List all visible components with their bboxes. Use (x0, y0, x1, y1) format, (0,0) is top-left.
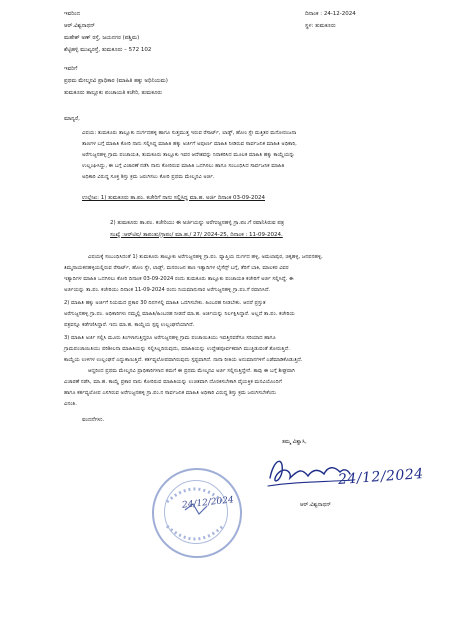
body-line: 3) ಮಾಹಿತಿ ಅರ್ಜಿ ಸಲ್ಲಿಸಿ ಮೂರು ತಿಂಗಳಾಗುತ್ತಿದ್ದರೂ ಅರೆಗುಜ್ಜನಹಳ್ಳಿ ಗ್ರಾಮ ಪಂಚಾಯಿತಿಯು ಇವತ್ತಿನವರೆಗೂ ಸರಿಯಾದ ಹಾಗೂ (64, 335, 276, 341)
body-line: ಅರೆಗುಜ್ಜನಹಳ್ಳಿ ಗ್ರಾ.ಪಂ. ಅಧಿಕಾರಿಗಳು ನಮ್ಮಲ್ಲಿ ಮಾಹಿತಿ/ಹಿಂಬರಹ ನೀಡದೆ ಮಾ.ಹ. ಅರ್ಜಿಯನ್ನು ನಿರ್ಲಕ್ಷಿಸಿದ್ದಾರೆ. ಅಲ್ಲದೆ ತಾ.ಪಂ. ಕಚೇರಿಯ (64, 311, 295, 317)
reference-1: ಉಲ್ಲೇಖ: 1) ತುಮಕೂರು ತಾ.ಪಂ. ಕಚೇರಿಗೆ ನಾನು ಸಲ್ಲಿಸಿದ್ದ ಮಾ.ಹ. ಅರ್ಜಿ ದಿನಾಂಕ 03-09-2024 (82, 195, 266, 201)
body-line: ಕಾಯ್ದೆಯ ಉಳಿಗಳ ಉಲ್ಲಂಘನೆ ಎದ್ದುಕಾಣುತ್ತಿದೆ. ಕರ್ತವ್ಯಲೋಪವಾಗಿರುವುದು ಸ್ಪಷ್ಟವಾಗಿದೆ. ನಾನಾ ರೀತಿಯ ಅನುಮಾನಗಳಿಗೆ ಎಡೆಮಾಡಿಕೊಡುತ್ತಿದೆ. (64, 357, 303, 363)
recipient-line-1: ಪ್ರಥಮ ಮೇಲ್ಮನವಿ ಪ್ರಾಧಿಕಾರ (ಮಾಹಿತಿ ಹಕ್ಕು ಅಧಿನಿಯಮ) (64, 78, 168, 84)
recipient-line-2: ತುಮಕೂರು ತಾಲ್ಲೂಕು ಪಂಚಾಯತಿ ಕಚೇರಿ, ತುಮಕೂರು (64, 90, 163, 96)
subject-line: ತಾಣಗಳ ಬಗ್ಗೆ ಮಾಹಿತಿ ಕೋರಿ ನಾನು ಸಲ್ಲಿಸಿದ್ದ ಮಾಹಿತಿ ಹಕ್ಕು ಅರ್ಜಿಗೆ ಅಪೂರ್ಣ ಮಾಹಿತಿ ನೀಡಿರುವ ಸಾರ್ವಜನಿಕ ಮಾಹಿತಿ ಅಧಿಕಾರಿ, (82, 141, 297, 147)
body-line: ವಿನಂತಿ. (64, 401, 77, 407)
body-line: ತಿಮ್ಮನಾಯಕನಹಳ್ಳಿಯಲ್ಲಿರುವ ರೆಸಾರ್ಟ್, ಹೋಂ ಸ್ಟೇ, ಲಾಡ್ಜ್, ಮನರಂಜನ ತಾಣ ಇತ್ಯಾದಿಗಳ ಲೈಸೆನ್ಸ್ ಬಗ್ಗೆ, ತೆರಿಗೆ ಬಾಕಿ, ಮಾಲಕರ ವಿವರ (64, 265, 289, 271)
subject-line: ಅರೆಗುಜ್ಜನಹಳ್ಳಿ ಗ್ರಾಮ ಪಂಚಾಯತಿ, ತುಮಕೂರು ತಾಲ್ಲೂಕು ಇವರ ಆದೇಶವನ್ನು ನಿರಾಕರಿಸಿದ ಮೂಲಕ ಮಾಹಿತಿ ಹಕ್ಕು ಕಾಯ್ದೆಯನ್ನು (82, 152, 295, 158)
body-block (64, 252, 424, 410)
body-line: ಗ್ರಾಮಪಂಚಾಯಿತಿಯು ಪರಿಶೀಲನಾ ಮಾಹಿತಿಯನ್ನು ಸಲ್ಲಿಸಿಲ್ಲದಿರುವುದು, ಮಾಹಿತಿಯನ್ನು ಉದ್ದೇಶಪೂರ್ವಕವಾಗಿ ಮುಚ್ಚಿಡುವಂತೆ ತೋರುತ್ತಿದೆ. (64, 346, 290, 352)
sender-address-1: ಮಹೇಶ್ ಅಣ್ ರಸ್ತೆ, ಜಯನಗರ (ಪಶ್ಚಿಮ) (64, 35, 140, 41)
subject-block (82, 128, 422, 183)
signatory-name: ಆರ್.ವಿಶ್ವನಾಥನ್ (300, 502, 332, 508)
body-line: 2) ಮಾಹಿತಿ ಹಕ್ಕು ಅರ್ಜಿಗೆ ನಿಯಮದ ಪ್ರಕಾರ 30 ದಿನಗಳಲ್ಲಿ ಮಾಹಿತಿ ಒದಗಿಸಬೇಕು. ಹಿಂಬರಹ ನೀಡಬೇಕು. ಆದರೆ ಪ್ರಸ್ತುತ (64, 300, 266, 306)
sender-name: ಆರ್.ವಿಶ್ವನಾಥನ್ (64, 23, 96, 29)
sender-label: ಇವರಿಂದ (64, 11, 80, 17)
body-line: ವಿಚಾರಣೆ ನಡೆಸಿ, ಮಾ.ಹ. ಕಾಯ್ದೆ ಪ್ರಕಾರ ನಾನು ಕೋರಿರುವ ಮಾಹಿತಿಯನ್ನು ಉಚಿತವಾಗಿ ದೊರಕಿಸಬೇಕಾಗಿ ವೈಯಕ್ತಿಕ ಮನವಿಯೊಂದಿಗೆ (64, 379, 282, 385)
reference-2-number: ಸಂಖ್ಯೆ :ಆರ್‌ಟಿಐ/ ತಾಪಂತು/ಗ್ರಾಪಂ/ ಮಾ.ಹ./ 27/ 2024-25, ದಿನಾಂಕ : 11-09-2024. (110, 232, 283, 238)
salutation: ಮಾನ್ಯರೆ, (64, 116, 80, 122)
sender-address-2: ಶೆಟ್ಟಿಹಳ್ಳಿ ಮುಖ್ಯರಸ್ತೆ, ತುಮಕೂರು – 572 102 (64, 47, 152, 53)
subject-line: ವಿಷಯ: ತುಮಕೂರು ತಾಲ್ಲೂಕು ದುರ್ಗದಹಳ್ಳಿ ಹಾಗೂ ಸುತ್ತಮುತ್ತ ಇರುವ ರೆಸಾರ್ಟ್, ಲಾಡ್ಜ್, ಹೋಂ ಸ್ಟೇ ಮತ್ತಿತರ ಮನೋರಂಜನಾ (82, 130, 297, 136)
yours-faithfully: ತಮ್ಮ ವಿಶ್ವಾಸಿ, (282, 439, 307, 445)
subject-line: ಉಲ್ಲಂಘಿಸಿದ್ದು, ಈ ಬಗ್ಗೆ ವಿಚಾರಣೆ ನಡೆಸಿ ನಾನು ಕೋರಿರುವ ಮಾಹಿತಿ ಒದಗಿಸಲು ಹಾಗೂ ಸಂಬಂಧಿಸಿದ ಸಾರ್ವಜನಿಕ ಮಾಹಿತಿ (82, 163, 285, 169)
body-line: ಅರ್ಜಿಯನ್ನು ತಾ.ಪಂ. ಕಚೇರಿಯು ದಿನಾಂಕ 11-09-2024 ರಂದು ನಿಯಮಾನುಸಾರ ಅರೆಗುಜ್ಜನಹಳ್ಳಿ ಗ್ರಾ.ಪಂ.ಗೆ ರವಾನಿಸಿದೆ. (64, 287, 271, 293)
recipient-label: ಇವರಿಗೆ (64, 66, 78, 72)
letter-place: ಸ್ಥಳ: ತುಮಕೂರು (305, 23, 336, 29)
closing: ವಂದನೆಗಳು. (82, 417, 105, 423)
body-line: ಪತ್ರವನ್ನೂ ಕಡೆಗಣಿಸಿದ್ದಾರೆ. ಇದು ಮಾ.ಹ. ಕಾಯ್ದೆಯ ಸ್ಪಷ್ಟ ಉಲ್ಲಂಘನೆಯಾಗಿದೆ. (64, 322, 195, 328)
letter-date: ದಿನಾಂಕ : 24-12-2024 (305, 11, 356, 17)
body-line: ಆದ್ದರಿಂದ ಪ್ರಥಮ ಮೇಲ್ಮನವಿ ಪ್ರಾಧಿಕಾರಿಗಳಾದ ತಮಗೆ ಈ ಪ್ರಥಮ ಮೇಲ್ಮನವಿ ಅರ್ಜಿ ಸಲ್ಲಿಸುತ್ತಿದ್ದೇನೆ. ತಾವು ಈ ಬಗ್ಗೆ ಶೀಘ್ರವಾಗಿ (88, 368, 295, 374)
subject-line: ಅಧಿಕಾರಿ ವಿರುದ್ಧ ಸೂಕ್ತ ಶಿಸ್ತು ಕ್ರಮ ಜರುಗಿಸಲು ಕೋರಿ ಪ್ರಥಮ ಮೇಲ್ಮನವಿ ಅರ್ಜಿ. (82, 174, 215, 180)
signature-date: 24/12/2024 (337, 466, 425, 488)
stamp-lettering-icon (145, 462, 245, 562)
stamp-handwritten-date: 24/12/2024 (181, 495, 235, 511)
body-line: ವಿಷಯಕ್ಕೆ ಸಂಬಂಧಿಸಿದಂತೆ 1) ತುಮಕೂರು ತಾಲ್ಲೂಕು ಅರೆಗುಜ್ಜನಹಳ್ಳಿ ಗ್ರಾ.ಪಂ. ವ್ಯಾಪ್ತಿಯ ದುರ್ಗದ ಹಳ್ಳಿ, ಅಮಲಾಪುರ, ಚಿಕ್ಕಹಳ್ಳಿ, ಜನಪನಹಳ್ಳಿ, (88, 254, 323, 260)
body-line: ಇತ್ಯಾದಿಗಳ ಮಾಹಿತಿ ಒದಗಿಸಲು ಕೋರಿ ದಿನಾಂಕ 03-09-2024 ರಂದು ತುಮಕೂರು ತಾಲ್ಲೂಕು ಪಂಚಾಯತಿ ಕಚೇರಿಗೆ ಅರ್ಜಿ ಸಲ್ಲಿಸಿದ್ದೆ. ಈ (64, 276, 294, 282)
reference-2: 2) ತುಮಕೂರು ತಾ.ಪಂ. ಕಚೇರಿಯು ಈ ಅರ್ಜಿಯನ್ನು ಅರೆಗುಜ್ಜನಹಳ್ಳಿ ಗ್ರಾ.ಪಂ.ಗೆ ರವಾನಿಸಿರುವ ಪತ್ರ (110, 220, 284, 226)
body-line: ಹಾಗೂ ಕರ್ತವ್ಯಲೋಪ ಎಸಗಿರುವ ಅರೆಗುಜ್ಜನಹಳ್ಳಿ ಗ್ರಾ.ಪಂ.ನ ಸಾರ್ವಜನಿಕ ಮಾಹಿತಿ ಅಧಿಕಾರಿ ವಿರುದ್ಧ ಶಿಸ್ತು ಕ್ರಮ ಜರುಗಿಸಬೇಕೆಂದು (64, 390, 277, 396)
